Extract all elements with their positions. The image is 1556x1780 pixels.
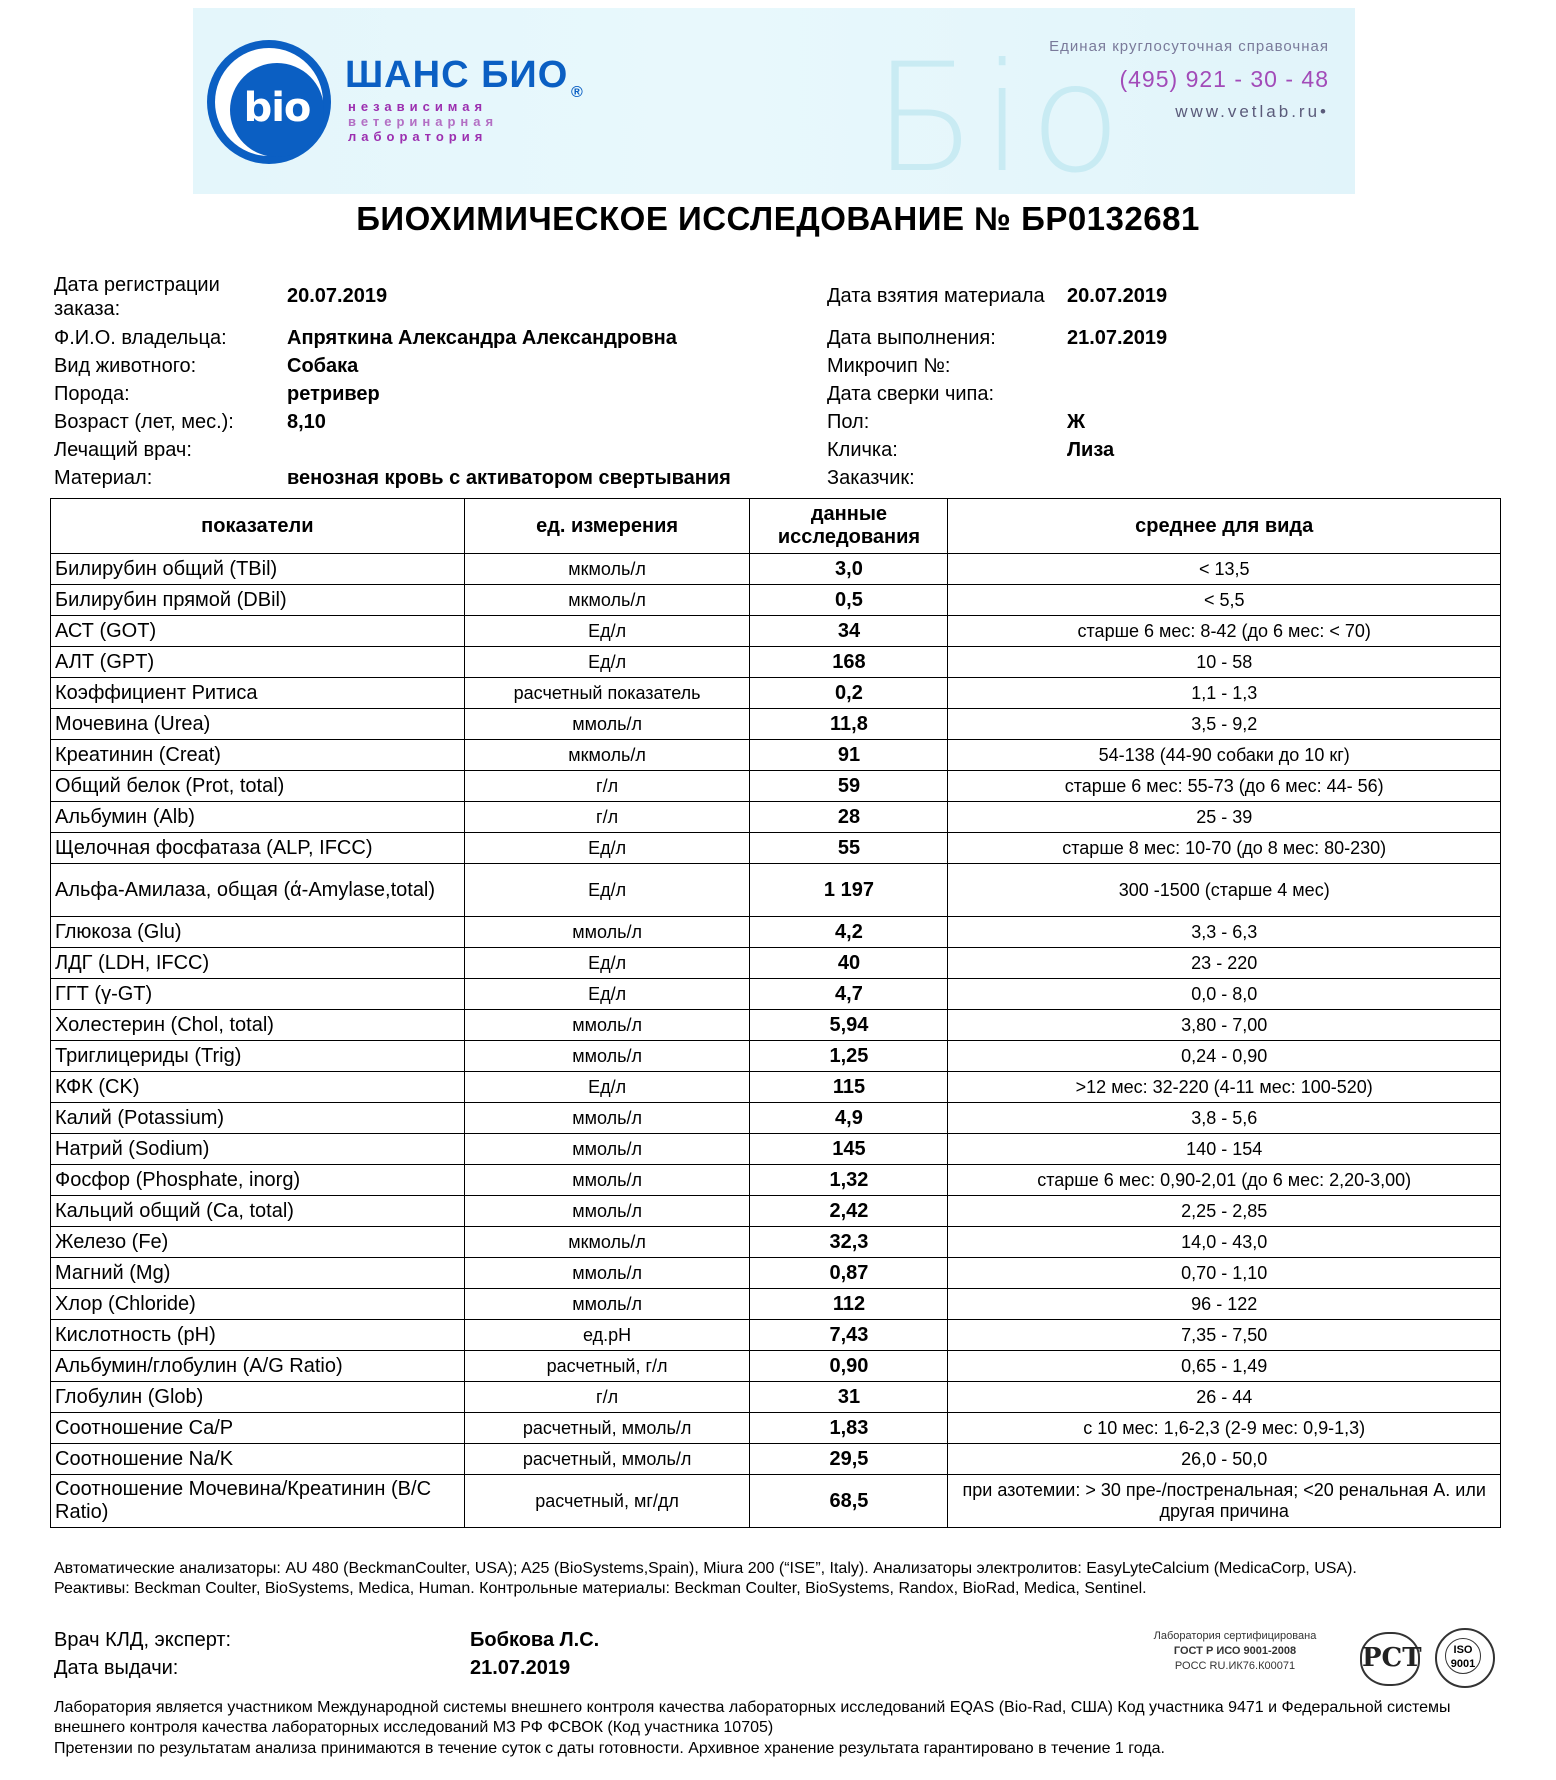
species-label: Вид животного: xyxy=(54,355,197,377)
table-row xyxy=(51,585,1501,616)
table-row xyxy=(51,647,1501,678)
row-unit: г/л xyxy=(464,802,750,833)
table-row xyxy=(51,1165,1501,1196)
row-reference: 26 - 44 xyxy=(948,1382,1501,1413)
row-value: 31 xyxy=(750,1382,948,1413)
row-value: 4,7 xyxy=(750,979,948,1010)
row-parameter: Билирубин прямой (DBil) xyxy=(51,585,465,616)
row-reference: 7,35 - 7,50 xyxy=(948,1320,1501,1351)
row-parameter: Соотношение Мочевина/Креатинин (B/C Ratio) xyxy=(51,1475,465,1528)
row-unit: ммоль/л xyxy=(464,709,750,740)
header-reference: среднее для вида xyxy=(948,499,1501,554)
row-parameter: Фосфор (Phosphate, inorg) xyxy=(51,1165,465,1196)
breed-label: Порода: xyxy=(54,383,130,405)
row-parameter: Хлор (Chloride) xyxy=(51,1289,465,1320)
row-value: 1,32 xyxy=(750,1165,948,1196)
row-parameter: АСТ (GOT) xyxy=(51,616,465,647)
row-value: 91 xyxy=(750,740,948,771)
row-value: 0,87 xyxy=(750,1258,948,1289)
row-unit: Ед/л xyxy=(464,647,750,678)
row-reference: 23 - 220 xyxy=(948,948,1501,979)
row-value: 1 197 xyxy=(750,864,948,917)
row-value: 145 xyxy=(750,1134,948,1165)
brand-subtitle-2: ветеринарная xyxy=(348,114,499,129)
row-parameter: ГГТ (γ-GT) xyxy=(51,979,465,1010)
row-reference: 14,0 - 43,0 xyxy=(948,1227,1501,1258)
row-parameter: Глюкоза (Glu) xyxy=(51,917,465,948)
row-unit: Ед/л xyxy=(464,864,750,917)
row-reference: 96 - 122 xyxy=(948,1289,1501,1320)
row-reference: 3,80 - 7,00 xyxy=(948,1010,1501,1041)
table-row xyxy=(51,678,1501,709)
table-row xyxy=(51,979,1501,1010)
header-banner xyxy=(193,8,1355,194)
row-reference: 0,0 - 8,0 xyxy=(948,979,1501,1010)
row-reference: с 10 мес: 1,6-2,3 (2-9 мес: 0,9-1,3) xyxy=(948,1413,1501,1444)
analyzers-note: Автоматические анализаторы: AU 480 (BeckmanCoulter, USA); A25 (BioSystems,Spain), Miura 200 (“ISE”, Italy). Анализаторы электролитов: EasyLyteCalcium (MedicaCorp, USA). xyxy=(54,1560,1357,1577)
issue-date-value: 21.07.2019 xyxy=(470,1657,571,1679)
row-unit: ммоль/л xyxy=(464,1041,750,1072)
table-row xyxy=(51,1413,1501,1444)
row-unit: мкмоль/л xyxy=(464,740,750,771)
row-unit: ед.pH xyxy=(464,1320,750,1351)
row-value: 0,5 xyxy=(750,585,948,616)
row-parameter: Альбумин/глобулин (A/G Ratio) xyxy=(51,1351,465,1382)
row-value: 29,5 xyxy=(750,1444,948,1475)
bio-logo xyxy=(207,40,331,164)
table-row xyxy=(51,833,1501,864)
row-unit: мкмоль/л xyxy=(464,554,750,585)
row-reference: 10 - 58 xyxy=(948,647,1501,678)
sex-label: Пол: xyxy=(827,411,870,433)
row-value: 1,25 xyxy=(750,1041,948,1072)
table-row xyxy=(51,771,1501,802)
row-value: 28 xyxy=(750,802,948,833)
row-value: 2,42 xyxy=(750,1196,948,1227)
table-row xyxy=(51,864,1501,917)
row-unit: мкмоль/л xyxy=(464,585,750,616)
row-parameter: ЛДГ (LDH, IFCC) xyxy=(51,948,465,979)
header-value: данные исследования xyxy=(750,499,948,554)
table-row xyxy=(51,1227,1501,1258)
done-date-label: Дата выполнения: xyxy=(827,327,996,349)
row-parameter: Глобулин (Glob) xyxy=(51,1382,465,1413)
row-reference: 25 - 39 xyxy=(948,802,1501,833)
row-reference: 3,3 - 6,3 xyxy=(948,917,1501,948)
row-reference: 3,5 - 9,2 xyxy=(948,709,1501,740)
row-parameter: Щелочная фосфатаза (ALP, IFCC) xyxy=(51,833,465,864)
row-parameter: Мочевина (Urea) xyxy=(51,709,465,740)
cert-line-2: ГОСТ Р ИСО 9001-2008 xyxy=(1173,1645,1297,1657)
row-value: 5,94 xyxy=(750,1010,948,1041)
row-value: 55 xyxy=(750,833,948,864)
row-parameter: Соотношение Na/K xyxy=(51,1444,465,1475)
iso-seal-icon xyxy=(1435,1628,1495,1688)
chip-label: Микрочип №: xyxy=(827,355,951,377)
row-value: 112 xyxy=(750,1289,948,1320)
row-unit: расчетный, ммоль/л xyxy=(464,1413,750,1444)
row-reference: 300 -1500 (старше 4 мес) xyxy=(948,864,1501,917)
row-unit: ммоль/л xyxy=(464,917,750,948)
table-header-row xyxy=(51,499,1501,554)
sample-date-label: Дата взятия материала xyxy=(827,285,1045,307)
row-unit: ммоль/л xyxy=(464,1103,750,1134)
row-value: 32,3 xyxy=(750,1227,948,1258)
row-value: 0,2 xyxy=(750,678,948,709)
row-value: 168 xyxy=(750,647,948,678)
row-value: 59 xyxy=(750,771,948,802)
reg-date-label: Дата регистрации заказа: xyxy=(54,274,220,320)
row-parameter: Кальций общий (Ca, total) xyxy=(51,1196,465,1227)
table-row xyxy=(51,1072,1501,1103)
row-parameter: Креатинин (Creat) xyxy=(51,740,465,771)
table-row xyxy=(51,616,1501,647)
row-parameter: АЛТ (GPT) xyxy=(51,647,465,678)
table-row xyxy=(51,1289,1501,1320)
table-row xyxy=(51,554,1501,585)
row-unit: Ед/л xyxy=(464,616,750,647)
table-row xyxy=(51,1041,1501,1072)
row-value: 34 xyxy=(750,616,948,647)
row-value: 1,83 xyxy=(750,1413,948,1444)
footer-eqas: Лаборатория является участником Международной системы внешнего контроля качества лабораторных исследований EQAS (Bio-Rad, США) Код участника 9471 и Федеральной системы внешнего контроля качества лабораторных исследований МЗ РФ ФСВОК (Код участника 10705) xyxy=(54,1699,1451,1736)
sex-value: Ж xyxy=(1067,411,1086,433)
row-value: 11,8 xyxy=(750,709,948,740)
doctor-label: Врач КЛД, эксперт: xyxy=(54,1629,232,1651)
row-parameter: Натрий (Sodium) xyxy=(51,1134,465,1165)
row-parameter: Триглицериды (Trig) xyxy=(51,1041,465,1072)
row-reference: 26,0 - 50,0 xyxy=(948,1444,1501,1475)
header-unit: ед. измерения xyxy=(464,499,750,554)
row-parameter: Кислотность (pH) xyxy=(51,1320,465,1351)
table-row xyxy=(51,948,1501,979)
row-reference: 54-138 (44-90 собаки до 10 кг) xyxy=(948,740,1501,771)
row-reference: 2,25 - 2,85 xyxy=(948,1196,1501,1227)
owner-value: Апряткина Александра Александровна xyxy=(287,327,677,349)
row-parameter: Соотношение Ca/P xyxy=(51,1413,465,1444)
breed-value: ретривер xyxy=(287,383,380,405)
cert-line-3: РОСС RU.ИК76.К00071 xyxy=(1174,1660,1296,1672)
doctor-name: Бобкова Л.С. xyxy=(470,1629,600,1651)
row-parameter: Холестерин (Chol, total) xyxy=(51,1010,465,1041)
hotline-label: Единая круглосуточная справочная xyxy=(1049,38,1329,55)
row-parameter: КФК (CK) xyxy=(51,1072,465,1103)
row-reference: 140 - 154 xyxy=(948,1134,1501,1165)
row-unit: ммоль/л xyxy=(464,1134,750,1165)
logo-text: bio xyxy=(243,85,311,131)
row-reference: старше 8 мес: 10-70 (до 8 мес: 80-230) xyxy=(948,833,1501,864)
pet-name-label: Кличка: xyxy=(827,439,898,461)
row-parameter: Магний (Mg) xyxy=(51,1258,465,1289)
table-row xyxy=(51,917,1501,948)
registered-mark: ® xyxy=(571,84,583,101)
table-row xyxy=(51,1444,1501,1475)
table-row xyxy=(51,1010,1501,1041)
table-row xyxy=(51,709,1501,740)
table-row xyxy=(51,1320,1501,1351)
row-unit: расчетный, мг/дл xyxy=(464,1475,750,1528)
row-value: 40 xyxy=(750,948,948,979)
customer-label: Заказчик: xyxy=(827,467,915,489)
age-value: 8,10 xyxy=(287,411,326,433)
row-parameter: Коэффициент Ритиса xyxy=(51,678,465,709)
row-reference: 1,1 - 1,3 xyxy=(948,678,1501,709)
row-reference: < 5,5 xyxy=(948,585,1501,616)
row-unit: ммоль/л xyxy=(464,1010,750,1041)
row-unit: расчетный показатель xyxy=(464,678,750,709)
row-reference: 3,8 - 5,6 xyxy=(948,1103,1501,1134)
issue-date-label: Дата выдачи: xyxy=(54,1657,179,1679)
row-unit: мкмоль/л xyxy=(464,1227,750,1258)
row-reference: 0,70 - 1,10 xyxy=(948,1258,1501,1289)
table-row xyxy=(51,1475,1501,1528)
row-reference: 0,24 - 0,90 xyxy=(948,1041,1501,1072)
row-value: 68,5 xyxy=(750,1475,948,1528)
row-parameter: Калий (Potassium) xyxy=(51,1103,465,1134)
table-row xyxy=(51,740,1501,771)
row-unit: г/л xyxy=(464,771,750,802)
row-reference: при азотемии: > 30 пре-/постренальная; <20 ренальная А. или другая причина xyxy=(948,1475,1501,1528)
table-row xyxy=(51,1258,1501,1289)
row-parameter: Альфа-Амилаза, общая (ά-Amylase,total) xyxy=(51,864,465,917)
watermark: Бio xyxy=(873,32,1128,194)
row-unit: Ед/л xyxy=(464,1072,750,1103)
material-label: Материал: xyxy=(54,467,153,489)
iso-seal-text: ISO 9001 xyxy=(1445,1638,1481,1674)
row-unit: ммоль/л xyxy=(464,1258,750,1289)
table-row xyxy=(51,1103,1501,1134)
row-value: 115 xyxy=(750,1072,948,1103)
species-value: Собака xyxy=(287,355,359,377)
results-table xyxy=(50,498,1501,1528)
row-unit: Ед/л xyxy=(464,948,750,979)
owner-label: Ф.И.О. владельца: xyxy=(54,327,227,349)
row-value: 7,43 xyxy=(750,1320,948,1351)
row-reference: 0,65 - 1,49 xyxy=(948,1351,1501,1382)
reagents-note: Реактивы: Beckman Coulter, BioSystems, Medica, Human. Контрольные материалы: Beckman Coulter, BioSystems, Randox, BioRad, Medica, Sentinel. xyxy=(54,1580,1147,1597)
row-unit: расчетный, г/л xyxy=(464,1351,750,1382)
vet-label: Лечащий врач: xyxy=(54,439,192,461)
row-unit: ммоль/л xyxy=(464,1196,750,1227)
row-parameter: Альбумин (Alb) xyxy=(51,802,465,833)
table-row xyxy=(51,1134,1501,1165)
table-row xyxy=(51,1382,1501,1413)
row-reference: старше 6 мес: 0,90-2,01 (до 6 мес: 2,20-3,00) xyxy=(948,1165,1501,1196)
row-unit: ммоль/л xyxy=(464,1165,750,1196)
row-value: 4,2 xyxy=(750,917,948,948)
brand-name: ШАНС БИО xyxy=(345,54,569,96)
document-title: БИОХИМИЧЕСКОЕ ИССЛЕДОВАНИЕ № БР0132681 xyxy=(356,200,1200,237)
cert-line-1: Лаборатория сертифицирована xyxy=(1153,1630,1317,1642)
material-value: венозная кровь с активатором свертывания xyxy=(287,467,731,489)
footer-claims: Претензии по результатам анализа принимаются в течение суток с даты готовности. Архивное хранение результата гарантировано в течение 1 года. xyxy=(54,1740,1165,1757)
header-parameter: показатели xyxy=(51,499,465,554)
row-unit: г/л xyxy=(464,1382,750,1413)
pct-mark-icon: РСТ xyxy=(1360,1632,1420,1686)
row-reference: старше 6 мес: 55-73 (до 6 мес: 44- 56) xyxy=(948,771,1501,802)
website-link[interactable]: www.vetlab.ru• xyxy=(1175,102,1329,121)
brand-subtitle-3: лаборатория xyxy=(348,129,488,144)
row-value: 4,9 xyxy=(750,1103,948,1134)
row-reference: >12 мес: 32-220 (4-11 мес: 100-520) xyxy=(948,1072,1501,1103)
age-label: Возраст (лет, мес.): xyxy=(54,411,234,433)
table-row xyxy=(51,1351,1501,1382)
pet-name-value: Лиза xyxy=(1067,439,1115,461)
row-parameter: Билирубин общий (TBil) xyxy=(51,554,465,585)
chip-check-label: Дата сверки чипа: xyxy=(827,383,995,405)
row-parameter: Общий белок (Prot, total) xyxy=(51,771,465,802)
phone-number: (495) 921 - 30 - 48 xyxy=(1119,66,1329,92)
table-row xyxy=(51,1196,1501,1227)
brand-subtitle-1: независимая xyxy=(348,99,488,114)
row-unit: ммоль/л xyxy=(464,1289,750,1320)
row-value: 3,0 xyxy=(750,554,948,585)
row-unit: Ед/л xyxy=(464,979,750,1010)
row-unit: Ед/л xyxy=(464,833,750,864)
table-row xyxy=(51,802,1501,833)
sample-date-value: 20.07.2019 xyxy=(1067,285,1168,307)
row-unit: расчетный, ммоль/л xyxy=(464,1444,750,1475)
row-reference: < 13,5 xyxy=(948,554,1501,585)
reg-date-value: 20.07.2019 xyxy=(287,285,388,307)
row-parameter: Железо (Fe) xyxy=(51,1227,465,1258)
row-reference: старше 6 мес: 8-42 (до 6 мес: < 70) xyxy=(948,616,1501,647)
done-date-value: 21.07.2019 xyxy=(1067,327,1168,349)
row-value: 0,90 xyxy=(750,1351,948,1382)
